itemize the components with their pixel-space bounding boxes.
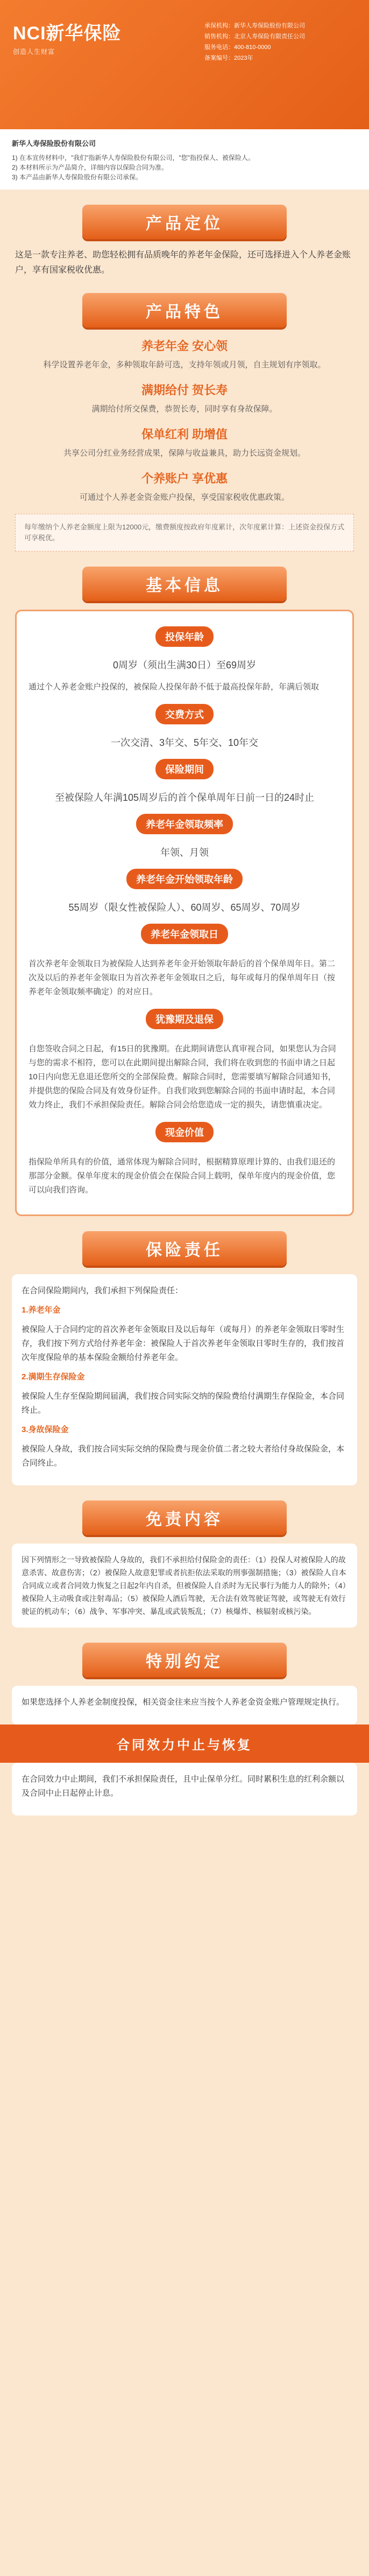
exclusions-text: 因下列情形之一导致被保险人身故的，我们不承担给付保险金的责任：（1）投保人对被保险人的故意杀害、故意伤害；（2）被保险人故意犯罪或者抗拒依法采取的刑事强制措施；（3）被保险人自本合同成立或者合同效力恢复之日起2年内自杀，但被保险人自杀时为无民事行为能力人的除外；（4）被保险人主动吸食或注射毒品；（5）被保险人酒后驾驶，无合法有效驾驶证驾驶，或驾驶无有效行驶证的机动车；（6）战争、军事冲突、暴乱或武装叛乱；（7）核爆炸、核辐射或核污染。 bbox=[22, 1555, 346, 1616]
section-special bbox=[0, 1643, 369, 1725]
intro-panel bbox=[0, 129, 369, 190]
feature-item bbox=[15, 337, 354, 372]
payment-value: 一次交清、3年交、5年交、10年交 bbox=[110, 737, 259, 748]
section-title: 保险责任 bbox=[82, 1231, 287, 1266]
coverage-block bbox=[12, 1274, 357, 1485]
payment-tag: 交费方式 bbox=[155, 704, 214, 724]
exclusions-block bbox=[12, 1544, 357, 1628]
frequency-value: 年领、月领 bbox=[160, 847, 209, 858]
coverage-item-text: 被保险人生存至保险期间届满，我们按合同实际交纳的保险费给付满期生存保险金，本合同终止。 bbox=[22, 1392, 345, 1415]
info-line-1: 承保机构：新华人寿保险股份有限公司 bbox=[204, 23, 305, 29]
feature-heading: 养老年金 安心领 bbox=[141, 339, 228, 353]
intro-line-3: 3) 本产品由新华人寿保险股份有限公司承保。 bbox=[12, 173, 143, 181]
info-line-3: 服务电话：400-810-0000 bbox=[204, 44, 271, 51]
insured-age-extra: 通过个人养老金账户投保的，被保险人投保年龄不低于最高投保年龄，年满后领取 bbox=[29, 682, 320, 692]
coverage-item-text: 被保险人身故，我们按合同实际交纳的保险费与现金价值二者之较大者给付身故保险金，本合同终止。 bbox=[22, 1444, 345, 1468]
info-line-2: 销售机构：北京人寿保险有限责任公司 bbox=[204, 33, 305, 40]
annuity-tag: 养老年金领取日 bbox=[141, 924, 228, 944]
brand-name: NCI新华保险 bbox=[13, 23, 122, 44]
basic-info-card bbox=[15, 610, 354, 1216]
section-title: 特别约定 bbox=[82, 1643, 287, 1677]
coverage-item-title: 3.身故保险金 bbox=[22, 1425, 69, 1434]
period-tag: 保险期间 bbox=[155, 759, 214, 779]
hesitation-tag: 犹豫期及退保 bbox=[146, 1009, 223, 1029]
section-product-features bbox=[0, 293, 369, 551]
section-title: 合同效力中止与恢复 bbox=[0, 1725, 369, 1763]
header-info bbox=[204, 20, 360, 64]
tax-note: 每年缴纳个人养老金额度上限为12000元，缴费额度按政府年度累计，次年度累计算：上述资金投保方式可享税优。 bbox=[15, 514, 354, 551]
frequency-tag: 养老年金领取频率 bbox=[136, 814, 233, 834]
coverage-intro: 在合同保险期间内，我们承担下列保险责任： bbox=[22, 1286, 183, 1295]
insured-age-value: 0周岁（须出生满30日）至69周岁 bbox=[112, 660, 257, 671]
coverage-item-title: 1.养老年金 bbox=[22, 1306, 61, 1315]
feature-item bbox=[15, 381, 354, 416]
section-title: 基本信息 bbox=[82, 567, 287, 601]
section-suspension bbox=[0, 1725, 369, 1816]
intro-title: 新华人寿保险股份有限公司 bbox=[12, 139, 96, 148]
feature-text: 可通过个人养老金资金账户投保，享受国家税收优惠政策。 bbox=[79, 493, 289, 502]
insured-age-tag: 投保年龄 bbox=[155, 626, 214, 647]
period-value: 至被保险人年满105周岁后的首个保单周年日前一日的24时止 bbox=[54, 792, 315, 803]
intro-line-2: 2) 本材料所示为产品简介，详细内容以保险合同为准。 bbox=[12, 164, 168, 171]
feature-text: 满期给付所交保费，恭贺长寿，同时享有身故保障。 bbox=[91, 404, 278, 414]
section-basic-info bbox=[0, 567, 369, 1216]
intro-line-1: 1) 在本宣传材料中，"我们"指新华人寿保险股份有限公司，"您"指投保人、被保险人。 bbox=[12, 154, 255, 162]
section-title: 产品特色 bbox=[82, 293, 287, 327]
annuity-value: 首次养老年金领取日为被保险人达到养老年金开始领取年龄后的首个保单周年日。第二次及以后的养老年金领取日为首次养老年金领取日之后，每年或每月的保单周年日（按养老年金领取频率确定）的对应日。 bbox=[29, 959, 336, 996]
info-line-4: 备案编号：2023年 bbox=[204, 55, 253, 61]
hesitation-value: 自您签收合同之日起，有15日的犹豫期。在此期间请您认真审视合同，如果您认为合同与您的需求不相符，您可以在此期间提出解除合同，我们将在收到您的书面申请之日起10日内向您无息退还您所交的全部保险费。解除合同时，您需要填写解除合同通知书，并提供您的保险合同及有效身份证件。自我们收到您解除合同的书面申请时起，本合同效力终止，我们不承担保险责任。解除合同会给您造成一定的损失，请您慎重决定。 bbox=[29, 1044, 336, 1109]
coverage-item-title: 2.满期生存保险金 bbox=[22, 1372, 85, 1381]
brand-slogan: 创造人生财富 bbox=[13, 48, 55, 55]
special-text: 如果您选择个人养老金制度投保，相关资金往来应当按个人养老金资金账户管理规定执行。 bbox=[22, 1698, 345, 1707]
section-title: 免责内容 bbox=[82, 1500, 287, 1535]
brand-logo bbox=[13, 18, 122, 56]
start-age-tag: 养老年金开始领取年龄 bbox=[126, 869, 243, 889]
suspension-text: 在合同效力中止期间，我们不承担保险责任，且中止保单分红。同时累积生息的红利余额以及合同中止日起停止计息。 bbox=[22, 1775, 345, 1798]
header-banner bbox=[0, 0, 369, 129]
feature-heading: 个养账户 享优惠 bbox=[141, 472, 228, 485]
cash-value-tag: 现金价值 bbox=[155, 1122, 214, 1142]
suspension-block bbox=[12, 1763, 357, 1816]
feature-text: 科学设置养老年金，多种领取年龄可选，支持年领或月领，自主规划有序领取。 bbox=[43, 360, 326, 369]
section-exclusions bbox=[0, 1500, 369, 1628]
feature-heading: 保单红利 助增值 bbox=[141, 428, 228, 441]
feature-item bbox=[15, 425, 354, 460]
special-block bbox=[12, 1686, 357, 1725]
section-coverage bbox=[0, 1231, 369, 1485]
feature-heading: 满期给付 贺长寿 bbox=[141, 383, 228, 397]
feature-item bbox=[15, 470, 354, 504]
feature-text: 共享公司分红业务经营成果，保障与收益兼具，助力长远资金规划。 bbox=[63, 449, 306, 458]
coverage-item-text: 被保险人于合同约定的首次养老年金领取日及以后每年（或每月）的养老年金领取日零时生存，我们按下列方式给付养老年金：被保险人于首次养老年金领取日零时生存的，我们按首次年度保险单的基本保险金额给付养老年金。 bbox=[22, 1325, 345, 1362]
positioning-text: 这是一款专注养老、助您轻松拥有品质晚年的养老年金保险，还可选择进入个人养老金账户，享有国家税收优惠。 bbox=[15, 250, 351, 275]
section-product-positioning bbox=[0, 205, 369, 278]
start-age-value: 55周岁（限女性被保险人）、60周岁、65周岁、70周岁 bbox=[68, 902, 301, 913]
section-title: 产品定位 bbox=[82, 205, 287, 239]
cash-value-text: 指保险单所具有的价值，通常体现为解除合同时，根据精算原理计算的、由我们退还的那部分金额。保单年度末的现金价值会在保险合同上载明，保单年度内的现金价值，您可以向我们咨询。 bbox=[29, 1157, 336, 1195]
